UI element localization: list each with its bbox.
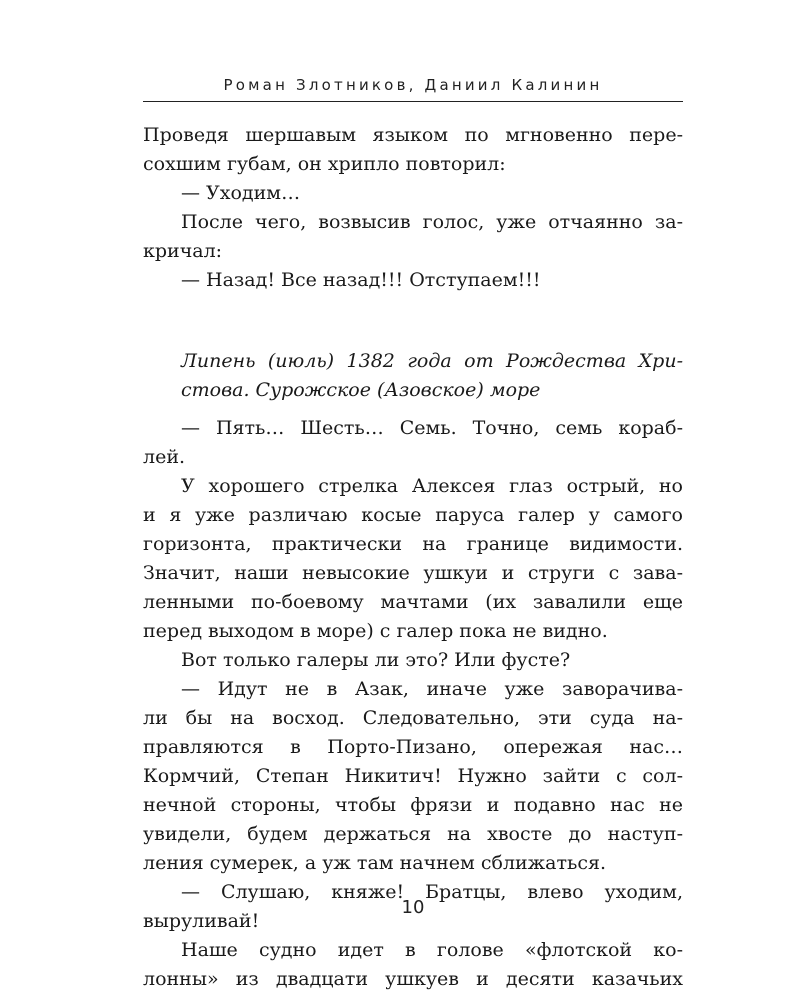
section-subheading xyxy=(143,347,683,405)
header-rule xyxy=(143,101,683,102)
text-line: увидели, будем держаться на хвосте до наступ- xyxy=(143,823,683,845)
text-line: перед выходом в море) с галер пока не видно. xyxy=(143,620,608,642)
text-line: и я уже различаю косые паруса галер у самого xyxy=(143,504,683,526)
text-line: После чего, возвысив голос, уже отчаянно за- xyxy=(181,211,683,233)
blank-line xyxy=(143,318,683,347)
paragraph-1 xyxy=(143,121,683,179)
text-line: горизонта, практически на границе видимости. xyxy=(143,533,683,555)
text-line: — Идут не в Азак, иначе уже заворачива- xyxy=(181,678,683,700)
page-number: 10 xyxy=(401,897,425,918)
text-line: Кормчий, Степан Никитич! Нужно зайти с сол- xyxy=(143,765,683,787)
text-line: кричал: xyxy=(143,240,223,262)
text-line: ленными по-боевому мачтами (их завалили еще xyxy=(143,591,683,613)
text-line: нечной стороны, чтобы фрязи и подавно нас не xyxy=(143,794,683,816)
text-line: Наше судно идет в голове «флотской ко- xyxy=(181,939,683,961)
text-line: лонны» из двадцати ушкуев и десяти казачьих xyxy=(143,968,683,990)
paragraph-10 xyxy=(143,936,683,994)
subheading-line: стова. Сурожское (Азовское) море xyxy=(181,379,541,401)
text-line: — Назад! Все назад!!! Отступаем!!! xyxy=(181,269,541,291)
section-break xyxy=(143,295,683,318)
text-line: Вот только галеры ли это? Или фусте? xyxy=(181,649,571,671)
text-line: ления сумерек, а уж там начнем сближаться. xyxy=(143,852,607,874)
paragraph-4 xyxy=(143,266,683,295)
text-line: сохшим губам, он хрипло повторил: xyxy=(143,153,506,175)
text-line: ли бы на восход. Следовательно, эти суда на- xyxy=(143,707,683,729)
paragraph-3 xyxy=(143,208,683,266)
paragraph-6 xyxy=(143,472,683,646)
page-body xyxy=(143,121,683,994)
paragraph-8 xyxy=(143,675,683,878)
text-line: Значит, наши невысокие ушкуи и струги с зава- xyxy=(143,562,683,584)
text-line: Проведя шершавым языком по мгновенно пере- xyxy=(143,124,683,146)
paragraph-5 xyxy=(143,414,683,472)
text-line: — Уходим… xyxy=(181,182,301,204)
text-line: лей. xyxy=(143,446,186,468)
paragraph-2 xyxy=(143,179,683,208)
text-line: — Слушаю, княже! Братцы, влево уходим, xyxy=(181,881,683,903)
subheading-spacer xyxy=(143,405,683,414)
running-header: Роман Злотников, Даниил Калинин xyxy=(223,76,603,94)
subheading-line: Липень (июль) 1382 года от Рождества Хри- xyxy=(181,350,683,372)
text-line: выруливай! xyxy=(143,910,260,932)
text-line: правляются в Порто-Пизано, опережая нас… xyxy=(143,736,683,758)
text-line: — Пять… Шесть… Семь. Точно, семь кораб- xyxy=(181,417,683,439)
paragraph-7 xyxy=(143,646,683,675)
text-line: У хорошего стрелка Алексея глаз острый, но xyxy=(181,475,683,497)
